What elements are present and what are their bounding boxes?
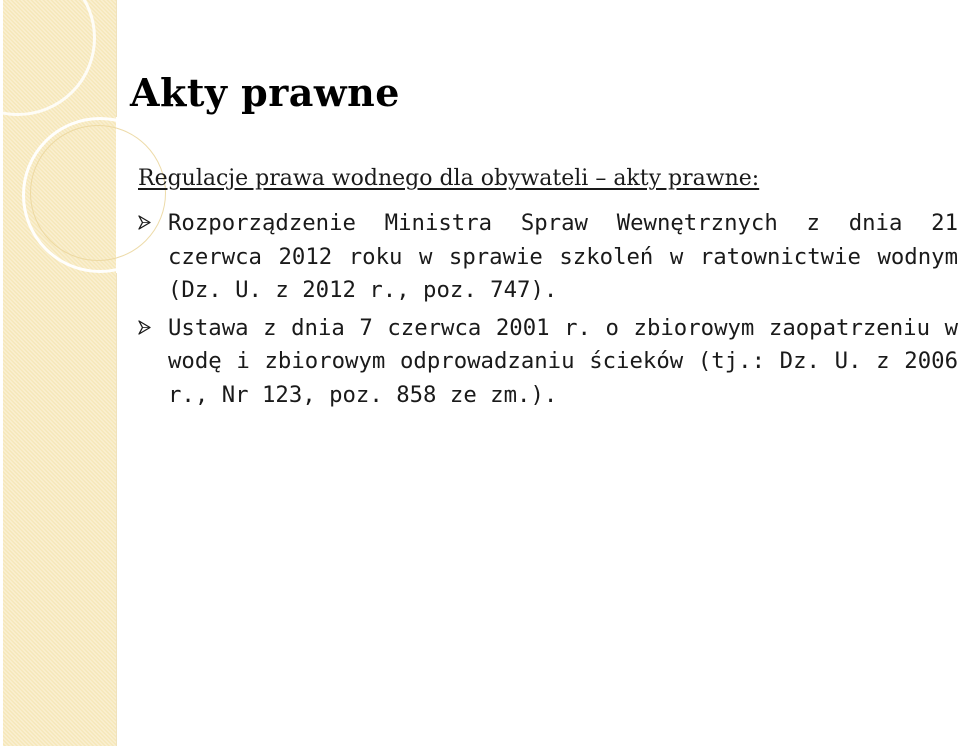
arrowhead-bullet-icon [138, 207, 168, 230]
list-item [138, 207, 958, 308]
bullet-text: Ustawa z dnia 7 czerwca 2001 r. o zbiorowym zaopatrzeniu w wodę i zbiorowym odprowadzaniu ścieków (tj.: Dz. U. z 2006 r., Nr 123, poz. 858 ze zm.). [168, 314, 958, 408]
intro-text: Regulacje prawa wodnego dla obywateli – akty prawne: [138, 166, 760, 191]
list-item [138, 312, 958, 413]
bullet-list [138, 207, 958, 416]
slide-title: Akty prawne [130, 70, 400, 115]
bullet-text: Rozporządzenie Ministra Spraw Wewnętrznych z dnia 21 czerwca 2012 roku w sprawie szkoleń w ratownictwie wodnym (Dz. U. z 2012 r., poz. 747). [168, 210, 958, 303]
arrowhead-bullet-icon [138, 312, 168, 335]
